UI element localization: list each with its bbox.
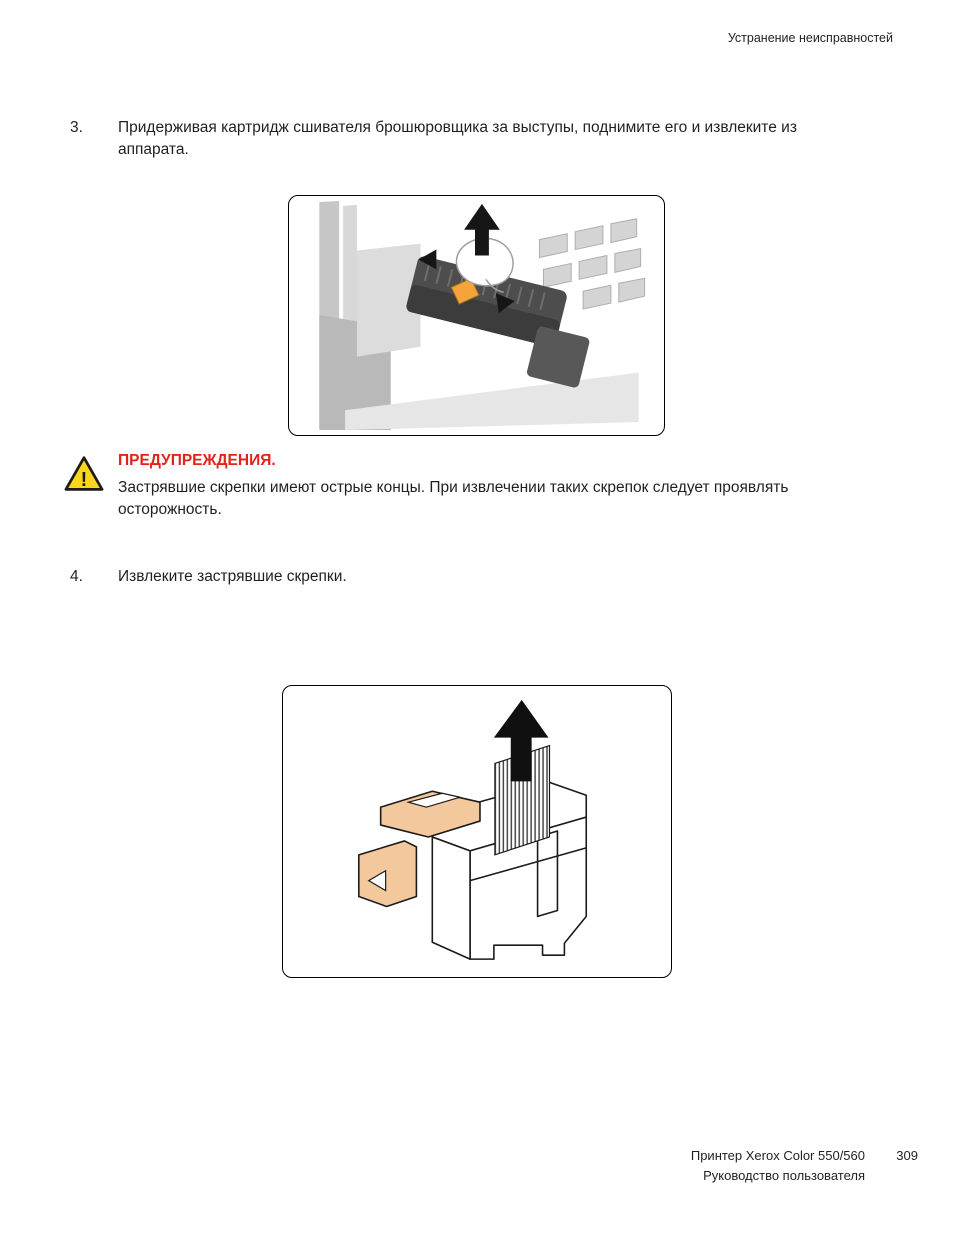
footer-line-2	[691, 1166, 918, 1186]
printer-interior-illustration	[289, 196, 664, 435]
footer-page-number: 309	[896, 1148, 918, 1163]
warning-triangle-icon	[63, 455, 105, 493]
step-3-text: Придерживая картридж сшивателя брошюровщика за выступы, поднимите его и извлеките из аппарата.	[118, 119, 797, 158]
staples-removal-figure	[282, 685, 672, 978]
step-4-text: Извлеките застрявшие скрепки.	[118, 568, 347, 585]
step-3-number: 3.	[70, 119, 83, 136]
cartridge-removal-figure	[288, 195, 665, 436]
footer-line-1	[691, 1146, 918, 1166]
page-footer	[691, 1146, 918, 1186]
warning-content	[118, 452, 863, 521]
page-header	[728, 31, 893, 45]
warning-exclamation: !	[80, 468, 88, 491]
staple-cartridge-illustration	[283, 686, 671, 977]
footer-subtitle: Руководство пользователя	[703, 1168, 865, 1183]
warning-title: ПРЕДУПРЕЖДЕНИЯ.	[118, 452, 276, 469]
footer-product: Принтер Xerox Color 550/560	[690, 1148, 865, 1163]
step-4	[70, 566, 865, 588]
header-text: Устранение неисправностей	[727, 31, 893, 45]
step-3	[70, 117, 865, 161]
warning-block	[63, 452, 863, 521]
warning-body: Застрявшие скрепки имеют острые концы. При извлечении таких скрепок следует проявлять осторожность.	[118, 479, 789, 518]
step-4-number: 4.	[70, 568, 83, 585]
